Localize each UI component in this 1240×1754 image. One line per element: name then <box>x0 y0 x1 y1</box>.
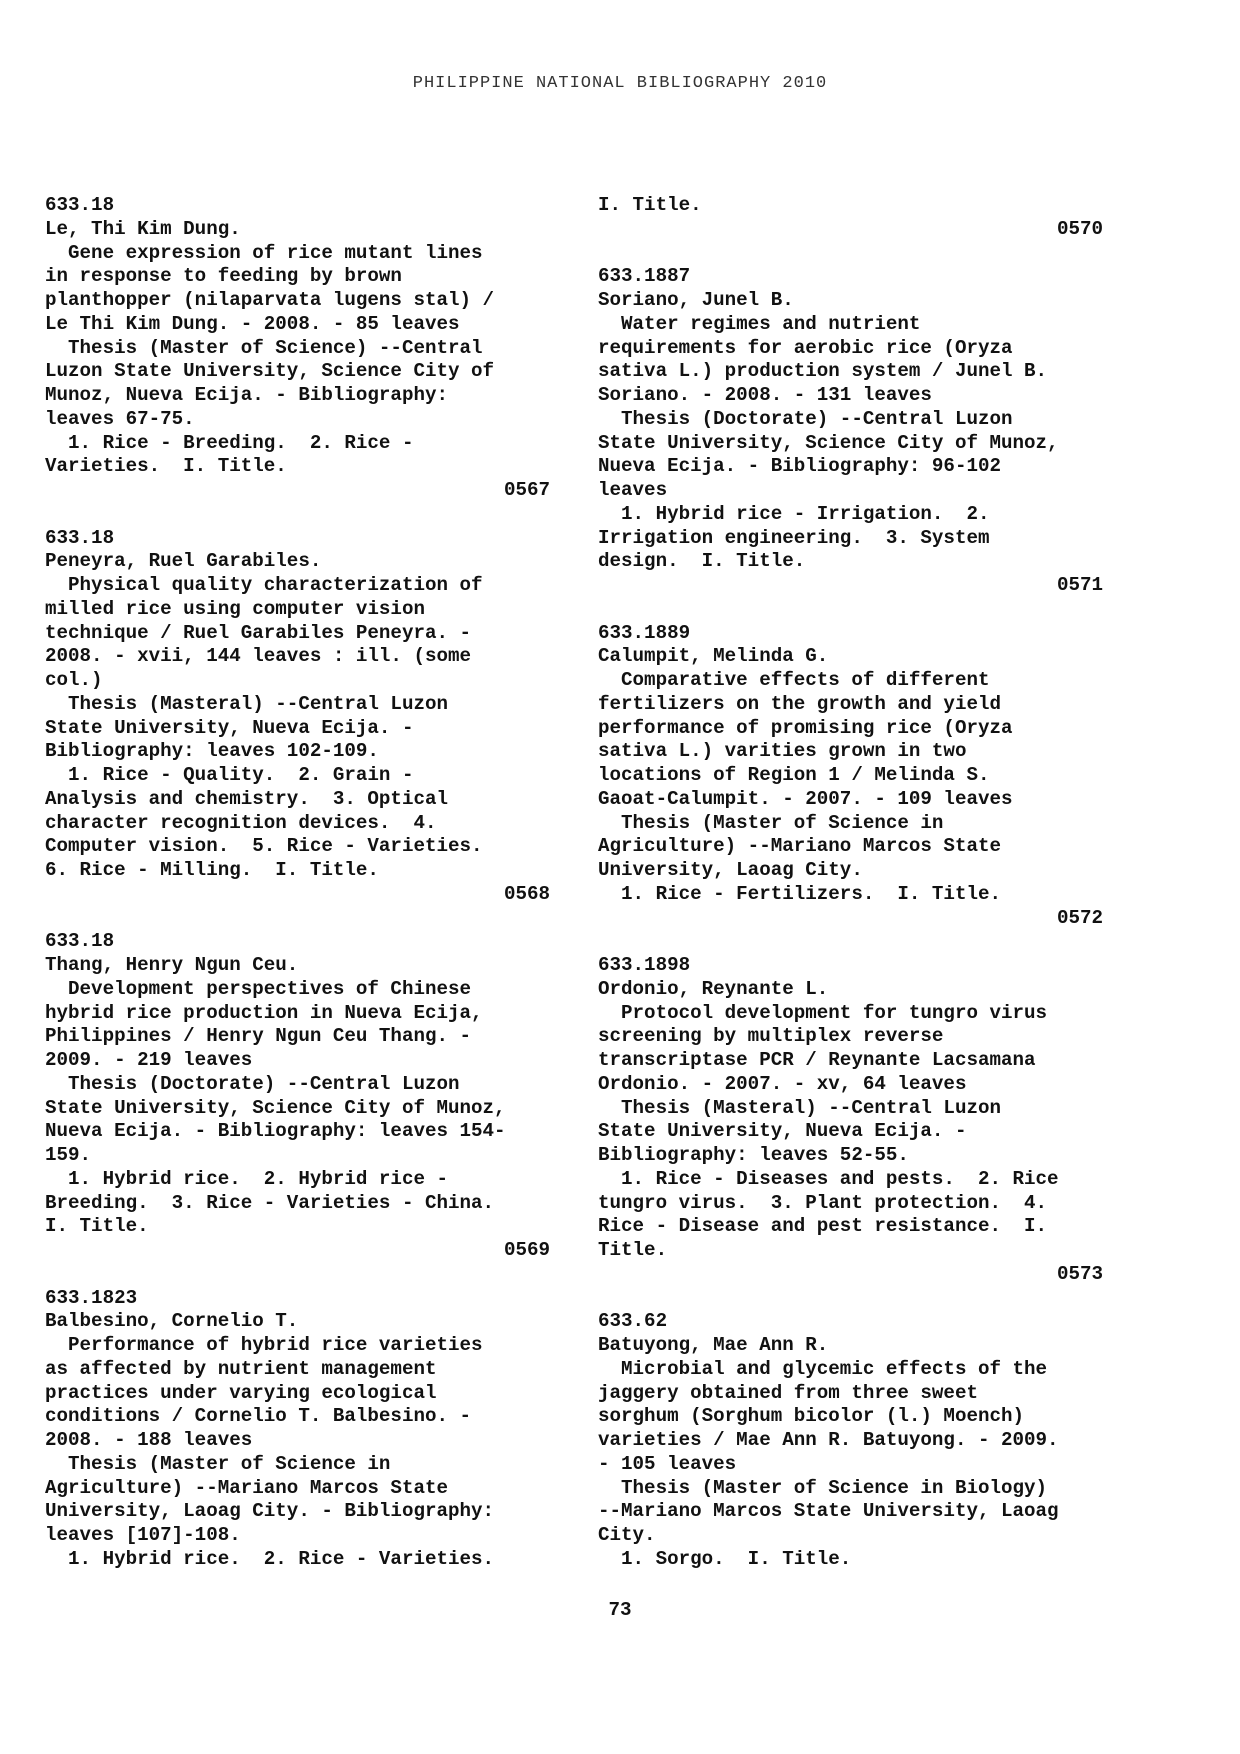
entry-text-line: State University, Nueva Ecija. - <box>598 1120 967 1143</box>
bibliography-entry <box>598 1310 1103 1571</box>
entry-text-line: requirements for aerobic rice (Oryza <box>598 336 1013 359</box>
entry-text-line: 2009. - 219 leaves <box>45 1049 253 1071</box>
call-number: 633.1823 <box>45 1286 138 1309</box>
entry-text-line: Physical quality characterization of <box>45 574 483 596</box>
entry-text-line: screening by multiplex reverse <box>598 1025 944 1048</box>
call-number: 633.62 <box>598 1310 668 1333</box>
entry-text-line: 1. Rice - Quality. 2. Grain - <box>45 764 414 786</box>
entry-text-line: conditions / Cornelio T. Balbesino. - <box>45 1405 472 1428</box>
bibliography-entry <box>45 1287 550 1572</box>
entry-text-line: design. I. Title. <box>598 550 806 573</box>
call-number: 633.18 <box>45 194 115 216</box>
entry-text-line: Water regimes and nutrient <box>598 312 921 335</box>
entry-number: 0571 <box>1056 574 1103 596</box>
entry-text-line: sativa L.) varities grown in two <box>598 740 967 763</box>
author-line: Ordonio, Reynante L. <box>598 977 829 1000</box>
entry-number: 0572 <box>1056 906 1103 929</box>
bibliography-entry <box>45 930 550 1263</box>
entry-text-line: Le Thi Kim Dung. - 2008. - 85 leaves <box>45 312 460 335</box>
entry-text-line: sorghum (Sorghum bicolor (l.) Moench) <box>598 1405 1025 1428</box>
entry-text-line: 1. Hybrid rice. 2. Hybrid rice - <box>45 1167 449 1190</box>
entry-text-line: Thesis (Doctorate) --Central Luzon <box>598 407 1013 430</box>
entry-text-line: Microbial and glycemic effects of the <box>598 1357 1048 1380</box>
entry-text-line: leaves [107]-108. <box>45 1524 241 1546</box>
left-column <box>45 194 550 1595</box>
entry-text-line: sativa L.) production system / Junel B. <box>598 360 1048 383</box>
entry-text-line: --Mariano Marcos State University, Laoag <box>598 1500 1059 1523</box>
bibliography-entry <box>598 194 1103 242</box>
call-number: 633.1898 <box>598 954 691 976</box>
entry-text-line: jaggery obtained from three sweet <box>598 1381 978 1404</box>
call-number: 633.18 <box>45 526 115 549</box>
entry-text-line: University, Laoag City. <box>598 859 863 881</box>
right-column <box>598 194 1103 1595</box>
bibliography-entry <box>598 265 1103 598</box>
entry-text-line: Irrigation engineering. 3. System <box>598 526 990 549</box>
entry-text-line: as affected by nutrient management <box>45 1357 437 1380</box>
entry-text-line: character recognition devices. 4. <box>45 811 437 834</box>
entry-text-line: in response to feeding by brown <box>45 265 402 288</box>
author-line: Thang, Henry Ngun Ceu. <box>45 954 299 976</box>
author-line: Le, Thi Kim Dung. <box>45 217 241 240</box>
entry-text-line: milled rice using computer vision <box>45 597 425 620</box>
entry-text-line: hybrid rice production in Nueva Ecija, <box>45 1001 483 1024</box>
entry-text-line: tungro virus. 3. Plant protection. 4. <box>598 1191 1048 1214</box>
bibliography-entry <box>45 194 550 503</box>
entry-text-line: Thesis (Masteral) --Central Luzon <box>598 1096 1002 1119</box>
entry-text-line: Agriculture) --Mariano Marcos State <box>598 835 1002 858</box>
entry-text-line: Title. <box>598 1239 668 1261</box>
entry-text-line: Nueva Ecija. - Bibliography: leaves 154- <box>45 1120 506 1143</box>
entry-text-line: 2008. - xvii, 144 leaves : ill. (some <box>45 645 472 668</box>
entry-text-line: performance of promising rice (Oryza <box>598 716 1013 739</box>
entry-text-line: Soriano. - 2008. - 131 leaves <box>598 384 932 406</box>
entry-text-line: Breeding. 3. Rice - Varieties - China. <box>45 1191 495 1214</box>
entry-text-line: practices under varying ecological <box>45 1381 437 1404</box>
entry-text-line: 159. <box>45 1144 92 1166</box>
page-header: PHILIPPINE NATIONAL BIBLIOGRAPHY 2010 <box>412 74 828 93</box>
call-number: I. Title. <box>598 194 702 216</box>
author-line: Batuyong, Mae Ann R. <box>598 1334 829 1356</box>
entry-text-line: Gene expression of rice mutant lines <box>45 241 483 264</box>
entry-text-line: Thesis (Master of Science in Biology) <box>598 1476 1048 1499</box>
entry-text-line: planthopper (nilaparvata lugens stal) / <box>45 289 495 311</box>
entry-text-line: State University, Nueva Ecija. - <box>45 716 414 739</box>
entry-text-line: Luzon State University, Science City of <box>45 360 495 383</box>
entry-text-line: Development perspectives of Chinese <box>45 977 472 1000</box>
entry-text-line: - 105 leaves <box>598 1452 737 1475</box>
entry-text-line: col.) <box>45 669 103 691</box>
entry-text-line: 1. Hybrid rice - Irrigation. 2. <box>598 502 990 525</box>
entry-text-line: Thesis (Master of Science in <box>598 811 944 834</box>
entry-text-line: varieties / Mae Ann R. Batuyong. - 2009. <box>598 1429 1059 1451</box>
entry-text-line: fertilizers on the growth and yield <box>598 692 1002 715</box>
entry-text-line: Varieties. I. Title. <box>45 455 287 478</box>
entry-text-line: 6. Rice - Milling. I. Title. <box>45 859 379 881</box>
entry-text-line: Bibliography: leaves 52-55. <box>598 1144 909 1166</box>
entry-number: 0573 <box>1056 1262 1103 1285</box>
entry-text-line: Nueva Ecija. - Bibliography: 96-102 <box>598 455 1002 478</box>
entry-number: 0568 <box>503 882 550 905</box>
entry-text-line: Rice - Disease and pest resistance. I. <box>598 1215 1048 1238</box>
entry-text-line: State University, Science City of Munoz, <box>45 1096 506 1119</box>
bibliography-entry <box>598 954 1103 1287</box>
entry-text-line: Performance of hybrid rice varieties <box>45 1334 483 1356</box>
entry-text-line: I. Title. <box>45 1215 149 1238</box>
call-number: 633.1887 <box>598 265 691 288</box>
author-line: Balbesino, Cornelio T. <box>45 1310 299 1333</box>
entry-text-line: locations of Region 1 / Melinda S. <box>598 764 990 786</box>
entry-text-line: Bibliography: leaves 102-109. <box>45 740 379 763</box>
entry-text-line: University, Laoag City. - Bibliography: <box>45 1500 495 1523</box>
entry-text-line: State University, Science City of Munoz, <box>598 431 1059 454</box>
entry-text-line: Thesis (Master of Science in <box>45 1452 391 1475</box>
bibliography-entry <box>598 622 1103 931</box>
entry-text-line: technique / Ruel Garabiles Peneyra. - <box>45 621 472 644</box>
page-number: 73 <box>608 1599 632 1621</box>
entry-text-line: Thesis (Doctorate) --Central Luzon <box>45 1072 460 1095</box>
entry-text-line: 1. Hybrid rice. 2. Rice - Varieties. <box>45 1547 495 1570</box>
entry-text-line: Munoz, Nueva Ecija. - Bibliography: <box>45 384 449 406</box>
entry-text-line: Ordonio. - 2007. - xv, 64 leaves <box>598 1072 967 1095</box>
entry-text-line: 2008. - 188 leaves <box>45 1429 253 1451</box>
entry-text-line: Protocol development for tungro virus <box>598 1001 1048 1024</box>
entry-text-line: Computer vision. 5. Rice - Varieties. <box>45 835 483 858</box>
author-line: Soriano, Junel B. <box>598 289 794 311</box>
entry-text-line: Comparative effects of different <box>598 669 990 691</box>
entry-text-line: 1. Sorgo. I. Title. <box>598 1547 852 1570</box>
entry-text-line: Agriculture) --Mariano Marcos State <box>45 1476 449 1499</box>
entry-text-line: City. <box>598 1524 656 1546</box>
bibliography-entry <box>45 527 550 907</box>
entry-text-line: Thesis (Master of Science) --Central <box>45 336 483 359</box>
entry-text-line: 1. Rice - Diseases and pests. 2. Rice <box>598 1167 1059 1190</box>
entry-text-line: Gaoat-Calumpit. - 2007. - 109 leaves <box>598 787 1013 810</box>
entry-text-line: 1. Rice - Fertilizers. I. Title. <box>598 882 1002 905</box>
call-number: 633.1889 <box>598 621 691 644</box>
entry-number: 0570 <box>1056 217 1103 240</box>
entry-text-line: Thesis (Masteral) --Central Luzon <box>45 692 449 715</box>
author-line: Calumpit, Melinda G. <box>598 645 829 668</box>
entry-text-line: leaves <box>598 479 668 501</box>
entry-text-line: transcriptase PCR / Reynante Lacsamana <box>598 1049 1036 1071</box>
entry-text-line: leaves 67-75. <box>45 407 195 430</box>
entry-text-line: Philippines / Henry Ngun Ceu Thang. - <box>45 1025 472 1048</box>
author-line: Peneyra, Ruel Garabiles. <box>45 550 322 573</box>
call-number: 633.18 <box>45 930 115 953</box>
entry-number: 0569 <box>503 1239 550 1261</box>
entry-number: 0567 <box>503 479 550 501</box>
entry-text-line: Analysis and chemistry. 3. Optical <box>45 787 449 810</box>
entry-text-line: 1. Rice - Breeding. 2. Rice - <box>45 431 414 454</box>
